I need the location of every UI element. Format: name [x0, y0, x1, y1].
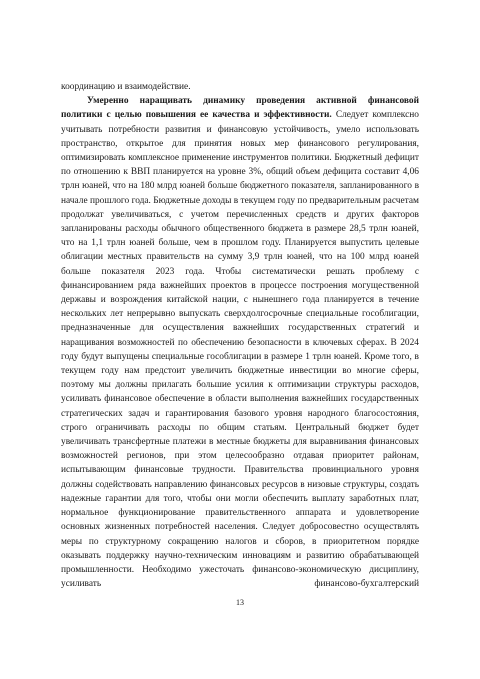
continuation-line: координацию и взаимодействие.	[61, 82, 191, 92]
paragraph-bold-lead: Умеренно наращивать динамику проведения активной финансовой политики с целью повышения ее качества и эффективности.	[61, 96, 419, 121]
body-text	[61, 80, 419, 591]
main-paragraph	[61, 94, 419, 591]
page-number: 13	[236, 598, 244, 607]
paragraph-body: Следует комплексно учитывать потребности развития и финансовую устойчивость, умело использовать пространство, открытое для принятия новых мер финансового регулирования, оптимизировать комплексное применение инструментов политики. Бюджетный дефицит по отношению к ВВП планируется на уровне 3%, общий объем дефицита составит 4,06 трлн юаней, что на 180 млрд юаней больше бюджетного показателя, запланированного в начале прошлого года. Бюджетные доходы в текущем году по предварительным расчетам продолжат увеличиваться, с учетом перечисленных средств и других факторов запланированы расходы обычного общественного бюджета в размере 28,5 трлн юаней, что на 1,1 трлн юаней больше, чем в прошлом году. Планируется выпустить целевые облигации местных правительств на сумму 3,9 трлн юаней, что на 100 млрд юаней больше показателя 2023 года. Чтобы систематически решать проблему с финансированием ряда важнейших проектов в процессе построения могущественной державы и возрождения китайской нации, с нынешнего года планируется в течение нескольких лет непрерывно выпускать сверхдолгосрочные специальные гособлигации, предназначенные для осуществления важнейших государственных стратегий и наращивания возможностей по обеспечению безопасности в ключевых сферах. В 2024 году будут выпущены специальные гособлигации в размере 1 трлн юаней. Кроме того, в текущем году нам предстоит увеличить бюджетные инвестиции во многие сферы, поэтому мы должны прилагать большие усилия к оптимизации структуры расходов, усиливать финансовое обеспечение в области выполнения важнейших государственных стратегических задач и гарантирования базового уровня народного благосостояния, строго ограничивать расходы по общим статьям. Центральный бюджет будет увеличивать трансфертные платежи в местные бюджеты для выравнивания финансовых возможностей регионов, при этом целесообразно отдавая приоритет районам, испытывающим финансовые трудности. Правительства провинциального уровня должны содействовать направлению финансовых ресурсов в низовые структуры, создать надежные гарантии для того, чтобы они могли обеспечить выплату заработных плат, нормальное функционирование правительственного аппарата и удовлетворение основных жизненных потребностей населения. Следует добросовестно осуществлять меры по структурному сокращению налогов и сборов, в приоритетном порядке оказывать поддержку научно-техническим инновациям и развитию обрабатывающей промышленности. Необходимо ужесточать финансово-экономическую дисциплину, усиливать финансово-бухгалтерский	[61, 110, 419, 590]
